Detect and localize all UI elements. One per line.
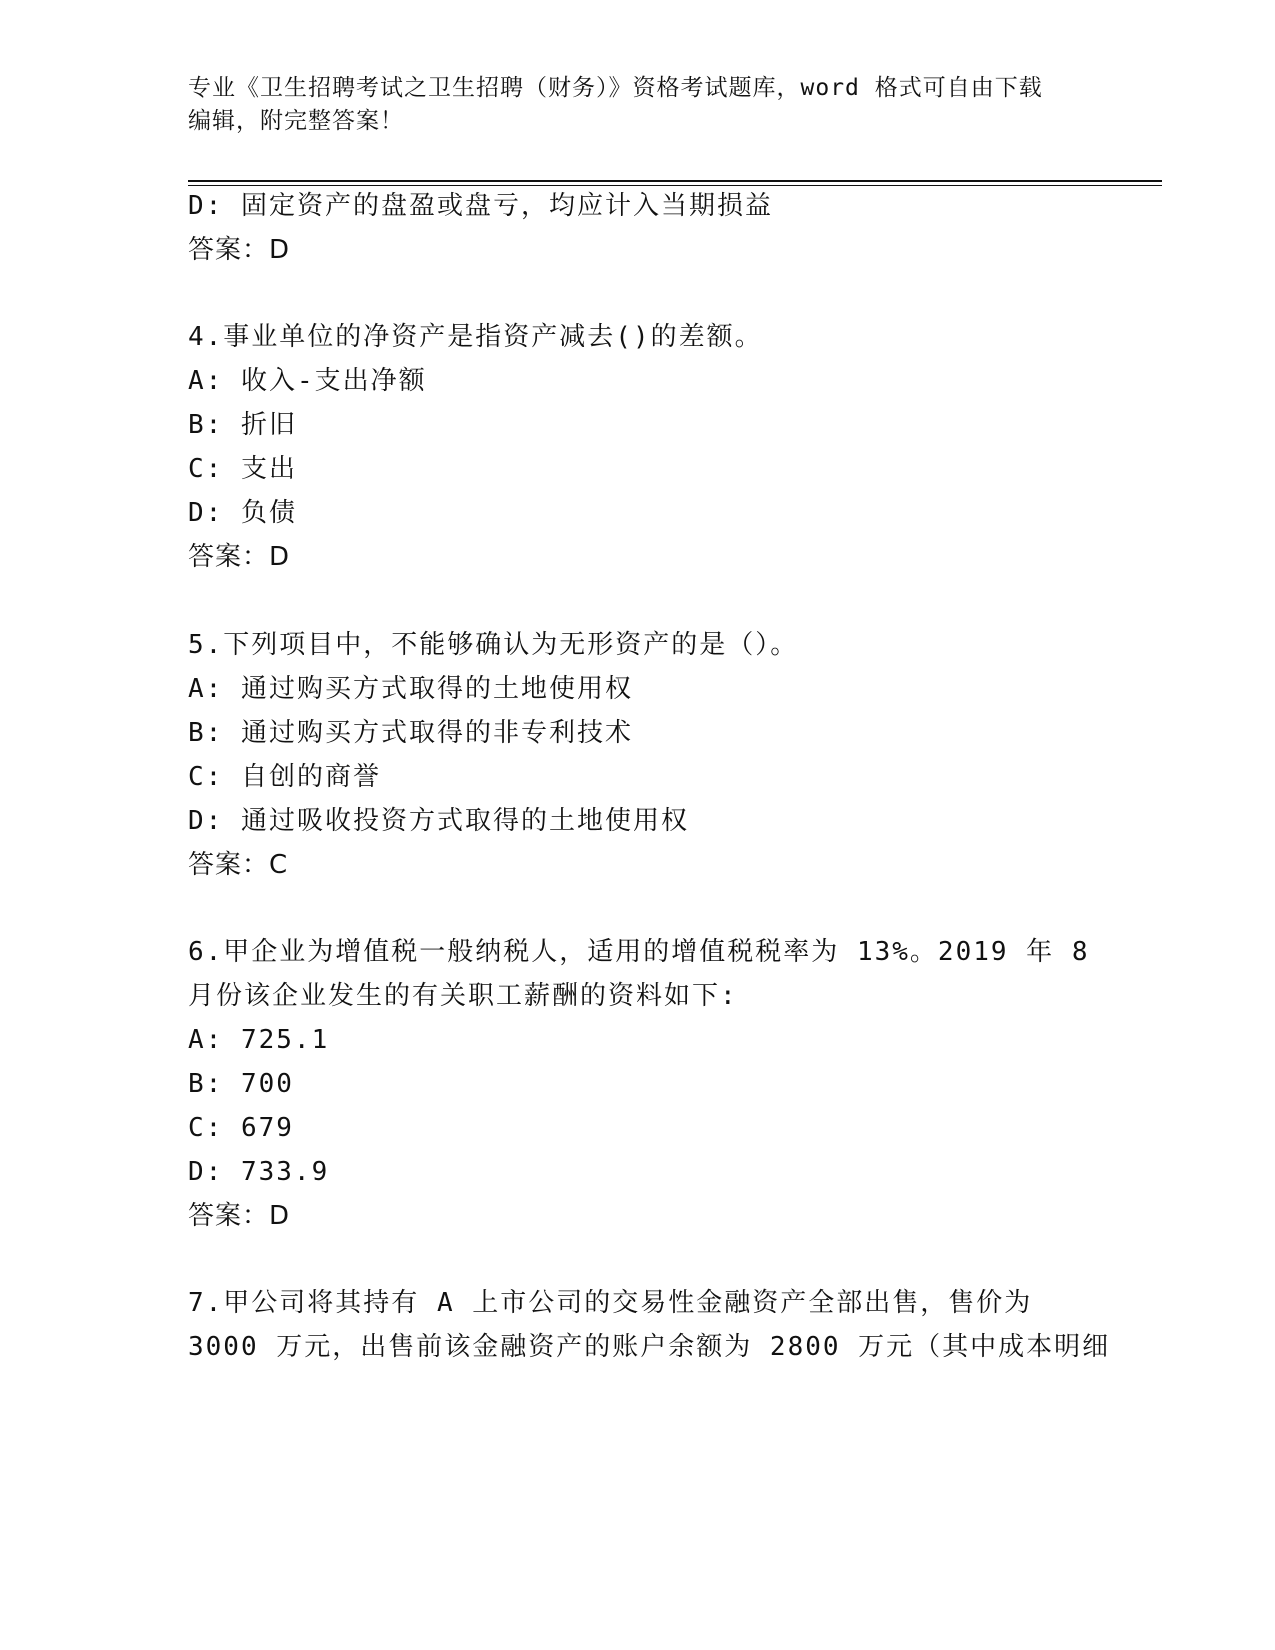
q4-answer: 答案：D [188,542,291,572]
q6-stem-line-1: 6.甲企业为增值税一般纳税人，适用的增值税税率为 13%。2019 年 8 [188,937,1090,967]
document-header [188,72,1088,138]
q5-option-a: A: 通过购买方式取得的土地使用权 [188,674,633,704]
q5-answer: 答案：C [188,850,289,880]
q6-option-b: B: 700 [188,1069,294,1099]
q6-option-a: A: 725.1 [188,1025,330,1055]
header-line-1: 专业《卫生招聘考试之卫生招聘（财务）》资格考试题库，word 格式可自由下载 [188,75,1043,101]
q6-answer: 答案：D [188,1201,291,1231]
q4-option-d: D: 负债 [188,498,297,528]
prev-question-option-d: D: 固定资产的盘盈或盘亏，均应计入当期损益 [188,191,773,221]
q4-option-a: A: 收入-支出净额 [188,366,427,396]
q4-option-b: B: 折旧 [188,410,297,440]
q5-option-c: C: 自创的商誉 [188,762,381,792]
q5-option-b: B: 通过购买方式取得的非专利技术 [188,718,633,748]
q5-stem: 5.下列项目中，不能够确认为无形资产的是（）。 [188,630,799,660]
prev-question-answer: 答案：D [188,235,291,265]
q6-stem-line-2: 月份该企业发生的有关职工薪酬的资料如下: [188,981,738,1011]
q5-option-d: D: 通过吸收投资方式取得的土地使用权 [188,806,689,836]
q4-stem: 4.事业单位的净资产是指资产减去()的差额。 [188,322,763,352]
q7-stem-line-2: 3000 万元，出售前该金融资产的账户余额为 2800 万元（其中成本明细 [188,1332,1111,1362]
q7-stem-line-1: 7.甲公司将其持有 A 上市公司的交易性金融资产全部出售，售价为 [188,1288,1033,1318]
q6-option-c: C: 679 [188,1113,294,1143]
header-rule-thick [188,180,1162,182]
q4-option-c: C: 支出 [188,454,297,484]
header-line-2: 编辑，附完整答案！ [188,108,404,134]
header-rule-thin [188,185,1162,186]
q6-option-d: D: 733.9 [188,1157,330,1187]
